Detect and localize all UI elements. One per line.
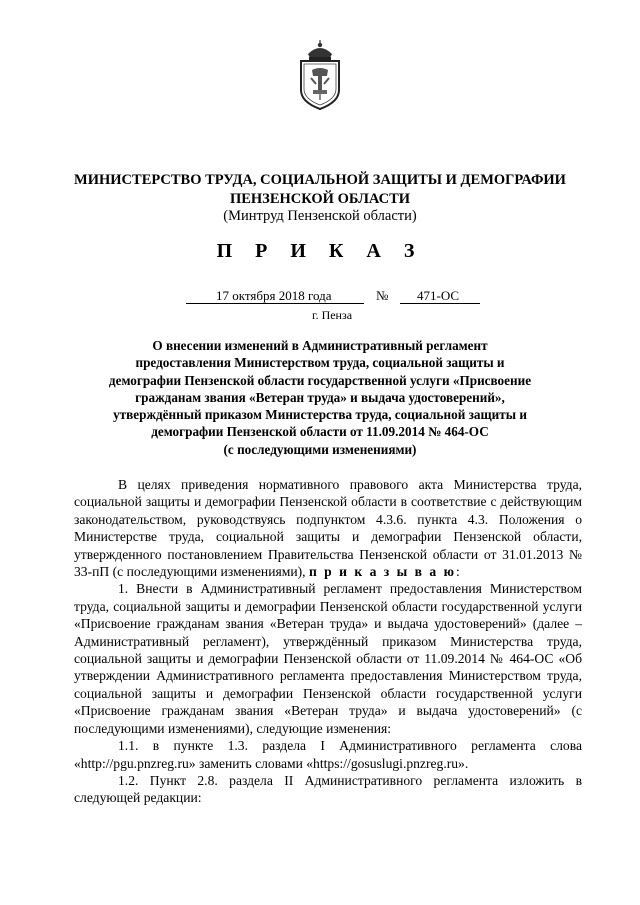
ministry-name-line2: ПЕНЗЕНСКОЙ ОБЛАСТИ: [229, 191, 411, 207]
order-body: [74, 476, 582, 807]
order-number: 471-ОС: [417, 288, 460, 303]
intro-text: В целях приведения нормативного правового акта Министерства труда, социальной защиты и демографии Пензенской области в соответствие с действующим законодательством, руководствуясь подпунктом 4.3.6. пункта 4.3. Положения о Министерстве труда, социальной защиты и демографии Пензенской области, утвержденного постановлением Правительства Пензенской области от 31.01.2013 № 33-пП (с последующими изменениями),: [74, 477, 582, 580]
title-line: предоставления Министерством труда, социальной защиты и: [135, 355, 505, 371]
title-line: утверждённый приказом Министерства труда, социальной защиты и: [113, 407, 527, 423]
ministry-name-line1: МИНИСТЕРСТВО ТРУДА, СОЦИАЛЬНОЙ ЗАЩИТЫ И ДЕМОГРАФИИ: [74, 172, 566, 188]
city-name: г. Пенза: [312, 308, 353, 322]
title-line: (с последующими изменениями): [223, 441, 417, 457]
order-colon: :: [456, 564, 460, 580]
paragraph-1: 1. Внести в Административный регламент предоставления Министерством труда, социальной защиты и демографии Пензенской области государственной услуги «Присвоение гражданам звания «Ветеран труда» и выдача удостоверений» (далее – Административный регламент), утверждённый приказом Министерства труда, социальной защиты и демографии Пензенской области от 11.09.2014 № 464-ОС «Об утверждении Административного регламента предоставления Министерством труда, социальной защиты и демографии Пензенской области государственной услуги «Присвоение гражданам звания «Ветеран труда» и выдача удостоверений» (с последующими изменениями), следующие изменения:: [74, 581, 582, 736]
title-line: гражданам звания «Ветеран труда» и выдача удостоверений»,: [135, 389, 505, 405]
intro-paragraph: [74, 476, 582, 580]
order-word: п р и к а з ы в а ю: [308, 564, 456, 580]
paragraph-1-2: 1.2. Пункт 2.8. раздела II Административного регламента изложить в следующей редакции:: [74, 772, 582, 806]
order-date: 17 октября 2018 года: [216, 288, 332, 303]
number-sign: №: [376, 288, 389, 303]
title-line: О внесении изменений в Административный регламент: [152, 338, 488, 353]
document-type-heading: П Р И К А З: [216, 240, 424, 262]
coat-of-arms-emblem: [294, 40, 346, 112]
title-line: демографии Пензенской области государственной услуги «Присвоение: [108, 372, 532, 388]
order-title: [70, 337, 570, 458]
title-line: демографии Пензенской области от 11.09.2014 № 464-ОС: [151, 424, 489, 440]
paragraph-1-1: 1.1. в пункте 1.3. раздела I Административного регламента слова «http://pgu.pnzreg.ru» заменить словами «https://gosuslugi.pnzreg.ru».: [74, 738, 582, 771]
ministry-short-name: (Минтруд Пензенской области): [223, 208, 417, 224]
